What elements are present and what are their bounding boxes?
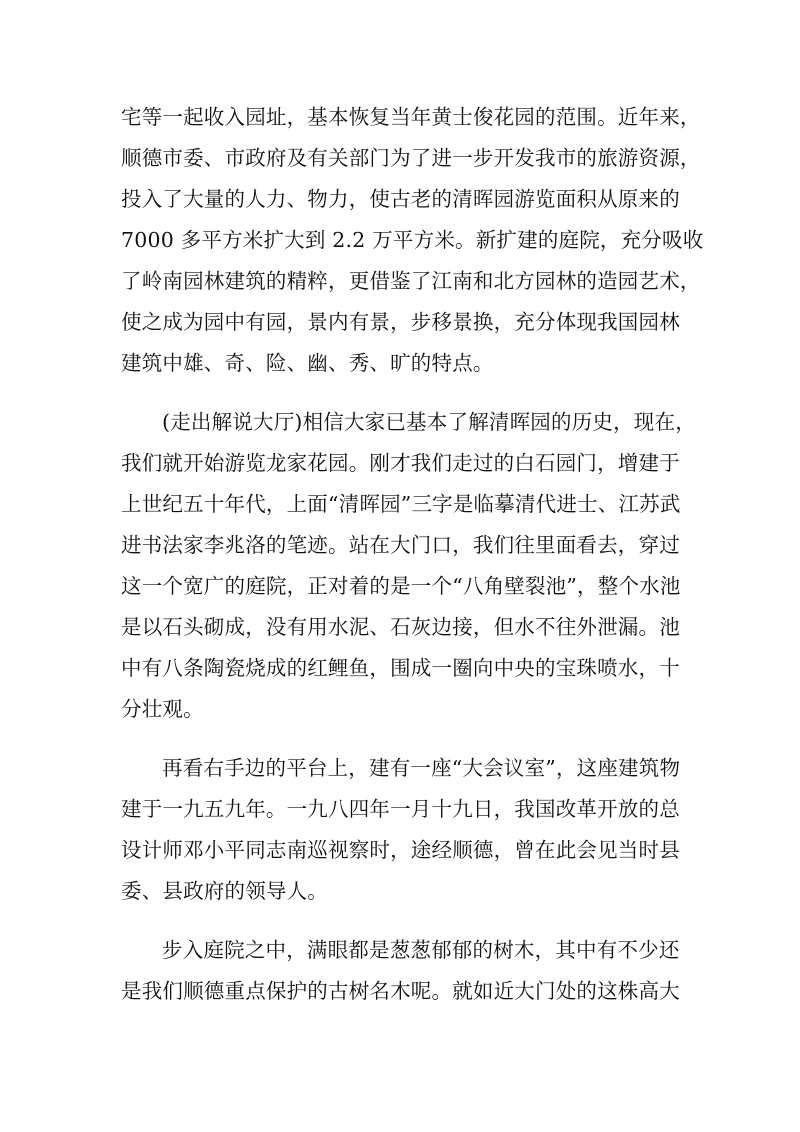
text-line: 建筑中雄、奇、险、幽、秀、旷的特点。	[121, 351, 494, 375]
text-line: 是以石头砌成，没有用水泥、石灰边接，但水不往外泄漏。池	[121, 615, 680, 639]
text-line: 分壮观。	[121, 697, 204, 721]
text-line: 建于一九五九年。一九八四年一月十九日，我国改革开放的总	[121, 797, 680, 821]
text-line: 设计师邓小平同志南巡视察时，途经顺德，曾在此会见当时县	[121, 838, 680, 862]
text-line: 是我们顺德重点保护的古树名木呢。就如近大门处的这株高大	[121, 979, 680, 1003]
text-line: 使之成为园中有园，景内有景，步移景换，充分体现我国园林	[121, 310, 680, 334]
paragraph-3	[121, 748, 681, 912]
text-line: 上世纪五十年代，上面“清晖园”三字是临摹清代进士、江苏武	[121, 492, 681, 516]
paragraph-4	[121, 930, 681, 1012]
text-line: 7000 多平方米扩大到 2.2 万平方米。新扩建的庭院，充分吸收	[121, 228, 704, 252]
text-line: 我们就开始游览龙家花园。刚才我们走过的白石园门，增建于	[121, 451, 680, 475]
text-line: 再看右手边的平台上，建有一座“大会议室”，这座建筑物	[162, 756, 681, 780]
paragraph-1	[121, 97, 704, 384]
text-line: 宅等一起收入园址，基本恢复当年黄士俊花园的范围。近年来，	[121, 105, 701, 129]
text-line: 了岭南园林建筑的精粹，更借鉴了江南和北方园林的造园艺术，	[121, 269, 701, 293]
text-line: 投入了大量的人力、物力，使古老的清晖园游览面积从原来的	[121, 187, 680, 211]
text-line: (走出解说大厅)相信大家已基本了解清晖园的历史，现在，	[162, 410, 696, 434]
paragraph-2	[121, 402, 696, 730]
text-line: 中有八条陶瓷烧成的红鲤鱼，围成一圈向中央的宝珠喷水，十	[121, 656, 680, 680]
text-line: 步入庭院之中，满眼都是葱葱郁郁的树木，其中有不少还	[162, 938, 680, 962]
text-line: 顺德市委、市政府及有关部门为了进一步开发我市的旅游资源，	[121, 146, 701, 170]
document-page	[121, 97, 704, 1030]
text-line: 委、县政府的领导人。	[121, 879, 328, 903]
text-line: 进书法家李兆洛的笔迹。站在大门口，我们往里面看去，穿过	[121, 533, 680, 557]
text-line: 这一个宽广的庭院，正对着的是一个“八角壁裂池”，整个水池	[121, 574, 681, 598]
